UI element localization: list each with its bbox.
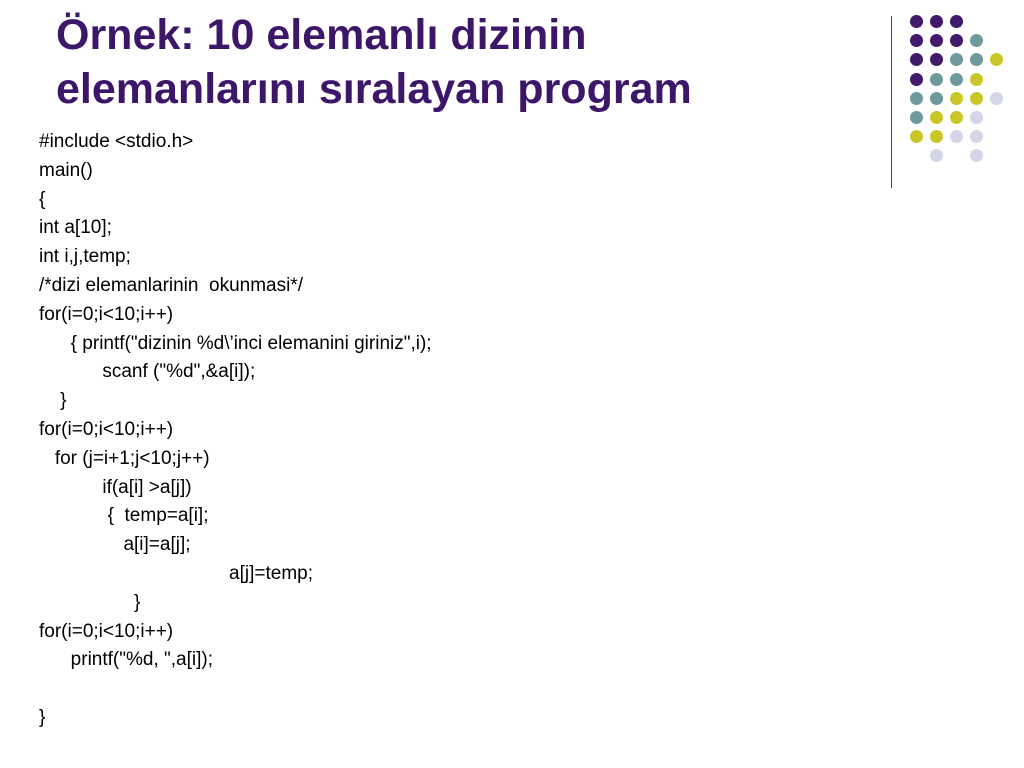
- decor-dot: [910, 92, 923, 105]
- code-line: { printf("dizinin %d\’inci elemanini giriniz",i);: [39, 332, 432, 354]
- code-line: a[j]=temp;: [39, 562, 313, 584]
- code-line: a[i]=a[j];: [39, 534, 191, 556]
- decor-dot: [930, 15, 943, 28]
- code-line: {: [39, 188, 46, 210]
- code-line: for(i=0;i<10;i++): [39, 418, 174, 440]
- decor-dot: [990, 92, 1003, 105]
- code-line: }: [39, 706, 46, 728]
- decor-dot: [950, 92, 963, 105]
- code-line: { temp=a[i];: [39, 505, 209, 527]
- decor-dot: [930, 92, 943, 105]
- slide-title-line-1: Örnek: 10 elemanlı dizinin: [56, 11, 587, 59]
- slide-title: [56, 8, 856, 116]
- code-line: printf("%d, ",a[i]);: [39, 649, 213, 671]
- decorative-dot-grid: [910, 15, 1010, 165]
- decor-dot: [950, 130, 963, 143]
- decor-dot: [930, 53, 943, 66]
- code-block: [39, 128, 432, 733]
- decor-dot: [950, 111, 963, 124]
- decor-dot: [910, 130, 923, 143]
- code-line: if(a[i] >a[j]): [39, 476, 192, 498]
- code-line: main(): [39, 159, 93, 181]
- decor-dot: [930, 34, 943, 47]
- decor-dot: [970, 130, 983, 143]
- code-line: for (j=i+1;j<10;j++): [39, 447, 210, 469]
- decor-dot: [910, 73, 923, 86]
- decor-dot: [950, 15, 963, 28]
- decor-dot: [990, 53, 1003, 66]
- decor-dot: [930, 73, 943, 86]
- code-line: int a[10];: [39, 217, 112, 239]
- decor-dot: [910, 15, 923, 28]
- code-line: int i,j,temp;: [39, 246, 131, 268]
- decor-dot: [910, 53, 923, 66]
- vertical-divider: [891, 16, 892, 188]
- decor-dot: [910, 34, 923, 47]
- decor-dot: [970, 73, 983, 86]
- decor-dot: [930, 111, 943, 124]
- decor-dot: [950, 73, 963, 86]
- decor-dot: [930, 149, 943, 162]
- decor-dot: [950, 53, 963, 66]
- code-line: scanf ("%d",&a[i]);: [39, 361, 256, 383]
- code-line: for(i=0;i<10;i++): [39, 303, 174, 325]
- decor-dot: [970, 34, 983, 47]
- decor-dot: [970, 111, 983, 124]
- decor-dot: [970, 53, 983, 66]
- code-line: /*dizi elemanlarinin okunmasi*/: [39, 274, 304, 296]
- code-line: for(i=0;i<10;i++): [39, 620, 174, 642]
- decor-dot: [910, 111, 923, 124]
- code-line: #include <stdio.h>: [39, 131, 194, 152]
- code-line: }: [39, 591, 141, 613]
- decor-dot: [950, 34, 963, 47]
- decor-dot: [970, 149, 983, 162]
- code-line: }: [39, 390, 67, 412]
- decor-dot: [970, 92, 983, 105]
- slide-title-line-2: elemanlarını sıralayan program: [56, 65, 692, 113]
- code-line: [39, 675, 432, 704]
- decor-dot: [930, 130, 943, 143]
